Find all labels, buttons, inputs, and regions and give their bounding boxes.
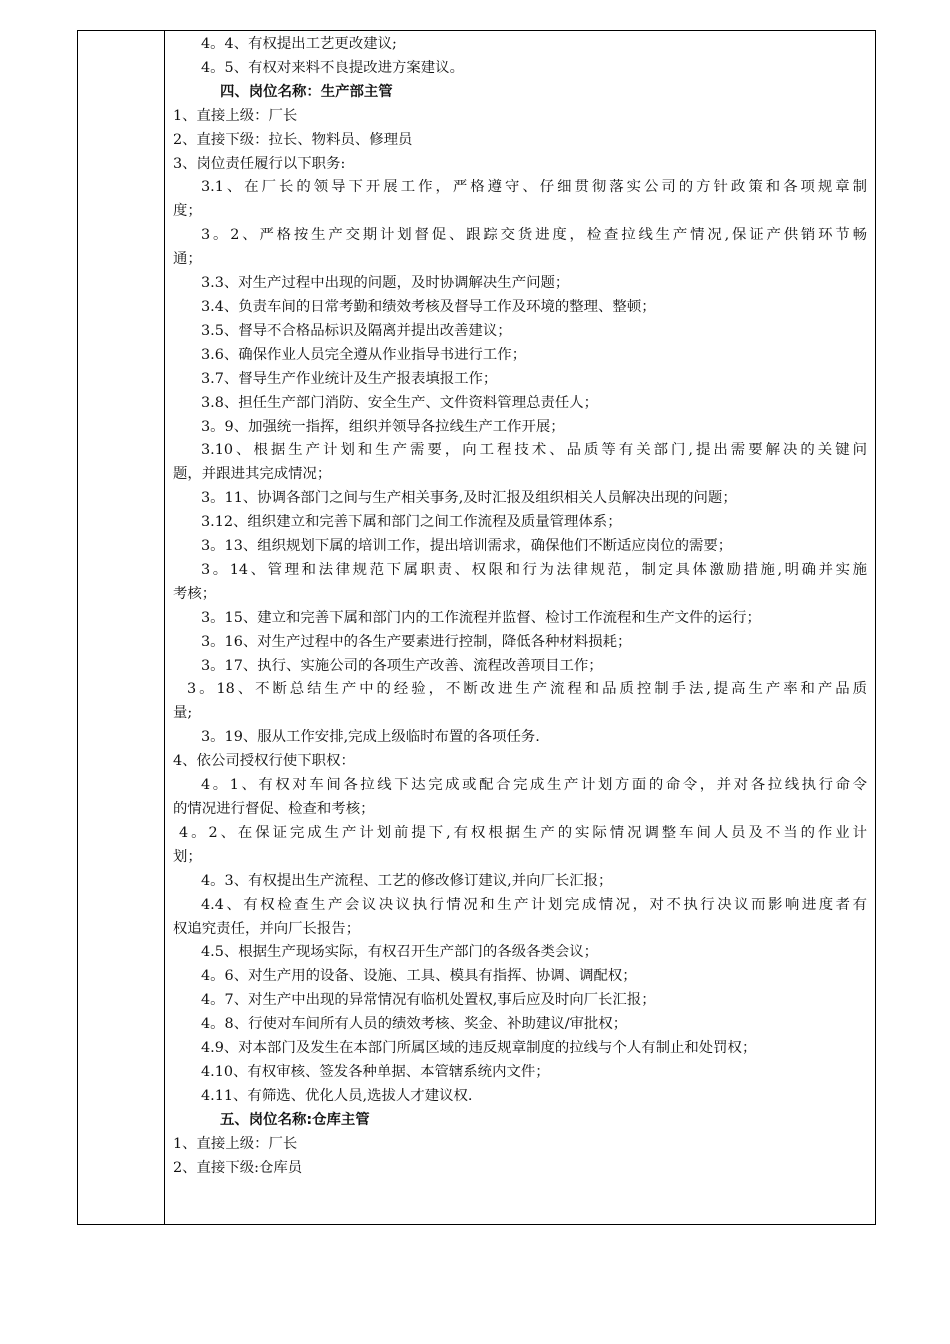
text-line: 通； — [173, 251, 202, 268]
text-line: 4.5、根据生产现场实际，有权召开生产部门的各级各类会议； — [201, 944, 599, 961]
section-heading: 五、岗位名称:仓库主管 — [220, 1111, 370, 1128]
text-line: 4.9、对本部门及发生在本部门所属区域的违反规章制度的拉线与个人有制止和处罚权； — [201, 1040, 757, 1057]
text-line: 3.8、担任生产部门消防、安全生产、文件资料管理总责任人； — [201, 394, 599, 411]
text-line: 4、依公司授权行使下职权： — [173, 753, 355, 770]
text-line: 4。5、有权对来料不良提改进方案建议。 — [201, 59, 464, 76]
text-line: 度； — [173, 203, 202, 220]
text-line: 3。18、不断总结生产中的经验，不断改进生产流程和品质控制手法,提高生产率和产品质 — [187, 681, 867, 698]
text-line: 3.5、督导不合格品标识及隔离并提出改善建议； — [201, 322, 512, 339]
text-line: 1、直接上级：厂长 — [173, 1135, 298, 1152]
text-line: 题，并跟进其完成情况； — [173, 466, 332, 483]
text-line: 3。15、建立和完善下属和部门内的工作流程并监督、检讨工作流程和生产文件的运行； — [201, 609, 761, 626]
text-line: 的情况进行督促、检查和考核； — [173, 801, 375, 817]
text-line: 3.7、督导生产作业统计及生产报表填报工作； — [201, 370, 498, 387]
text-line: 4。3、有权提出生产流程、工艺的修改修订建议,并向厂长汇报； — [201, 872, 613, 889]
text-line: 3。19、服从工作安排,完成上级临时布置的各项任务. — [201, 729, 540, 746]
text-line: 3。2、严格按生产交期计划督促、跟踪交货进度，检查拉线生产情况,保证产供销环节畅 — [201, 227, 867, 244]
table-left-column — [78, 31, 165, 1224]
text-line: 4。7、对生产中出现的异常情况有临机处置权,事后应及时向厂长汇报； — [201, 992, 656, 1009]
text-line: 3.10、根据生产计划和生产需要，向工程技术、品质等有关部门,提出需要解决的关键问 — [201, 442, 867, 459]
text-line: 3。11、协调各部门之间与生产相关事务,及时汇报及组织相关人员解决出现的问题； — [201, 490, 737, 507]
text-line: 1、直接上级：厂长 — [173, 107, 298, 124]
text-line: 3.3、对生产过程中出现的问题，及时协调解决生产问题； — [201, 275, 570, 292]
text-line: 4.4、有权检查生产会议决议执行情况和生产计划完成情况，对不执行决议而影响进度者有 — [201, 896, 867, 913]
text-line: 3。14、管理和法律规范下属职责、权限和行为法律规范，制定具体激励措施,明确并实施 — [201, 561, 867, 578]
text-line: 3.4、负责车间的日常考勤和绩效考核及督导工作及环境的整理、整顿； — [201, 298, 656, 315]
text-line: 2、直接下级：拉长、物料员、修理员 — [173, 131, 413, 148]
table-content-cell — [165, 31, 875, 1224]
text-line: 3、岗位责任履行以下职务: — [173, 155, 346, 172]
text-line: 4。8、行使对车间所有人员的绩效考核、奖金、补助建议/审批权； — [201, 1016, 628, 1033]
text-line: 3.1、在厂长的领导下开展工作，严格遵守、仔细贯彻落实公司的方针政策和各项规章制 — [201, 179, 867, 196]
text-line: 4。6、对生产用的设备、设施、工具、模具有指挥、协调、调配权； — [201, 968, 637, 985]
text-line: 3。13、组织规划下属的培训工作，提出培训需求，确保他们不断适应岗位的需要； — [201, 538, 733, 555]
text-line: 3。16、对生产过程中的各生产要素进行控制，降低各种材料损耗； — [201, 633, 632, 650]
text-line: 3.12、组织建立和完善下属和部门之间工作流程及质量管理体系； — [201, 514, 622, 531]
duty-table — [77, 30, 876, 1225]
text-line: 3。9、加强统一指挥，组织并领导各拉线生产工作开展； — [201, 418, 565, 435]
text-line: 4.11、有筛选、优化人员,选拔人才建议权. — [201, 1087, 473, 1104]
text-line: 4。2、在保证完成生产计划前提下,有权根据生产的实际情况调整车间人员及不当的作业计 — [179, 824, 867, 841]
text-line: 4.10、有权审核、签发各种单据、本管辖系统内文件； — [201, 1063, 550, 1080]
section-heading: 四、岗位名称：生产部主管 — [220, 83, 393, 100]
text-line: 3.6、确保作业人员完全遵从作业指导书进行工作； — [201, 346, 527, 363]
text-line: 量; — [173, 705, 193, 722]
text-line: 考核； — [173, 585, 217, 602]
text-line: 2、直接下级:仓库员 — [173, 1159, 303, 1176]
text-line: 4。4、有权提出工艺更改建议; — [201, 36, 397, 52]
text-line: 权追究责任，并向厂长报告； — [173, 920, 361, 937]
text-line: 划； — [173, 848, 202, 865]
text-line: 3。17、执行、实施公司的各项生产改善、流程改善项目工作； — [201, 657, 603, 674]
text-line: 4。1、有权对车间各拉线下达完成或配合完成生产计划方面的命令，并对各拉线执行命令 — [201, 777, 867, 794]
